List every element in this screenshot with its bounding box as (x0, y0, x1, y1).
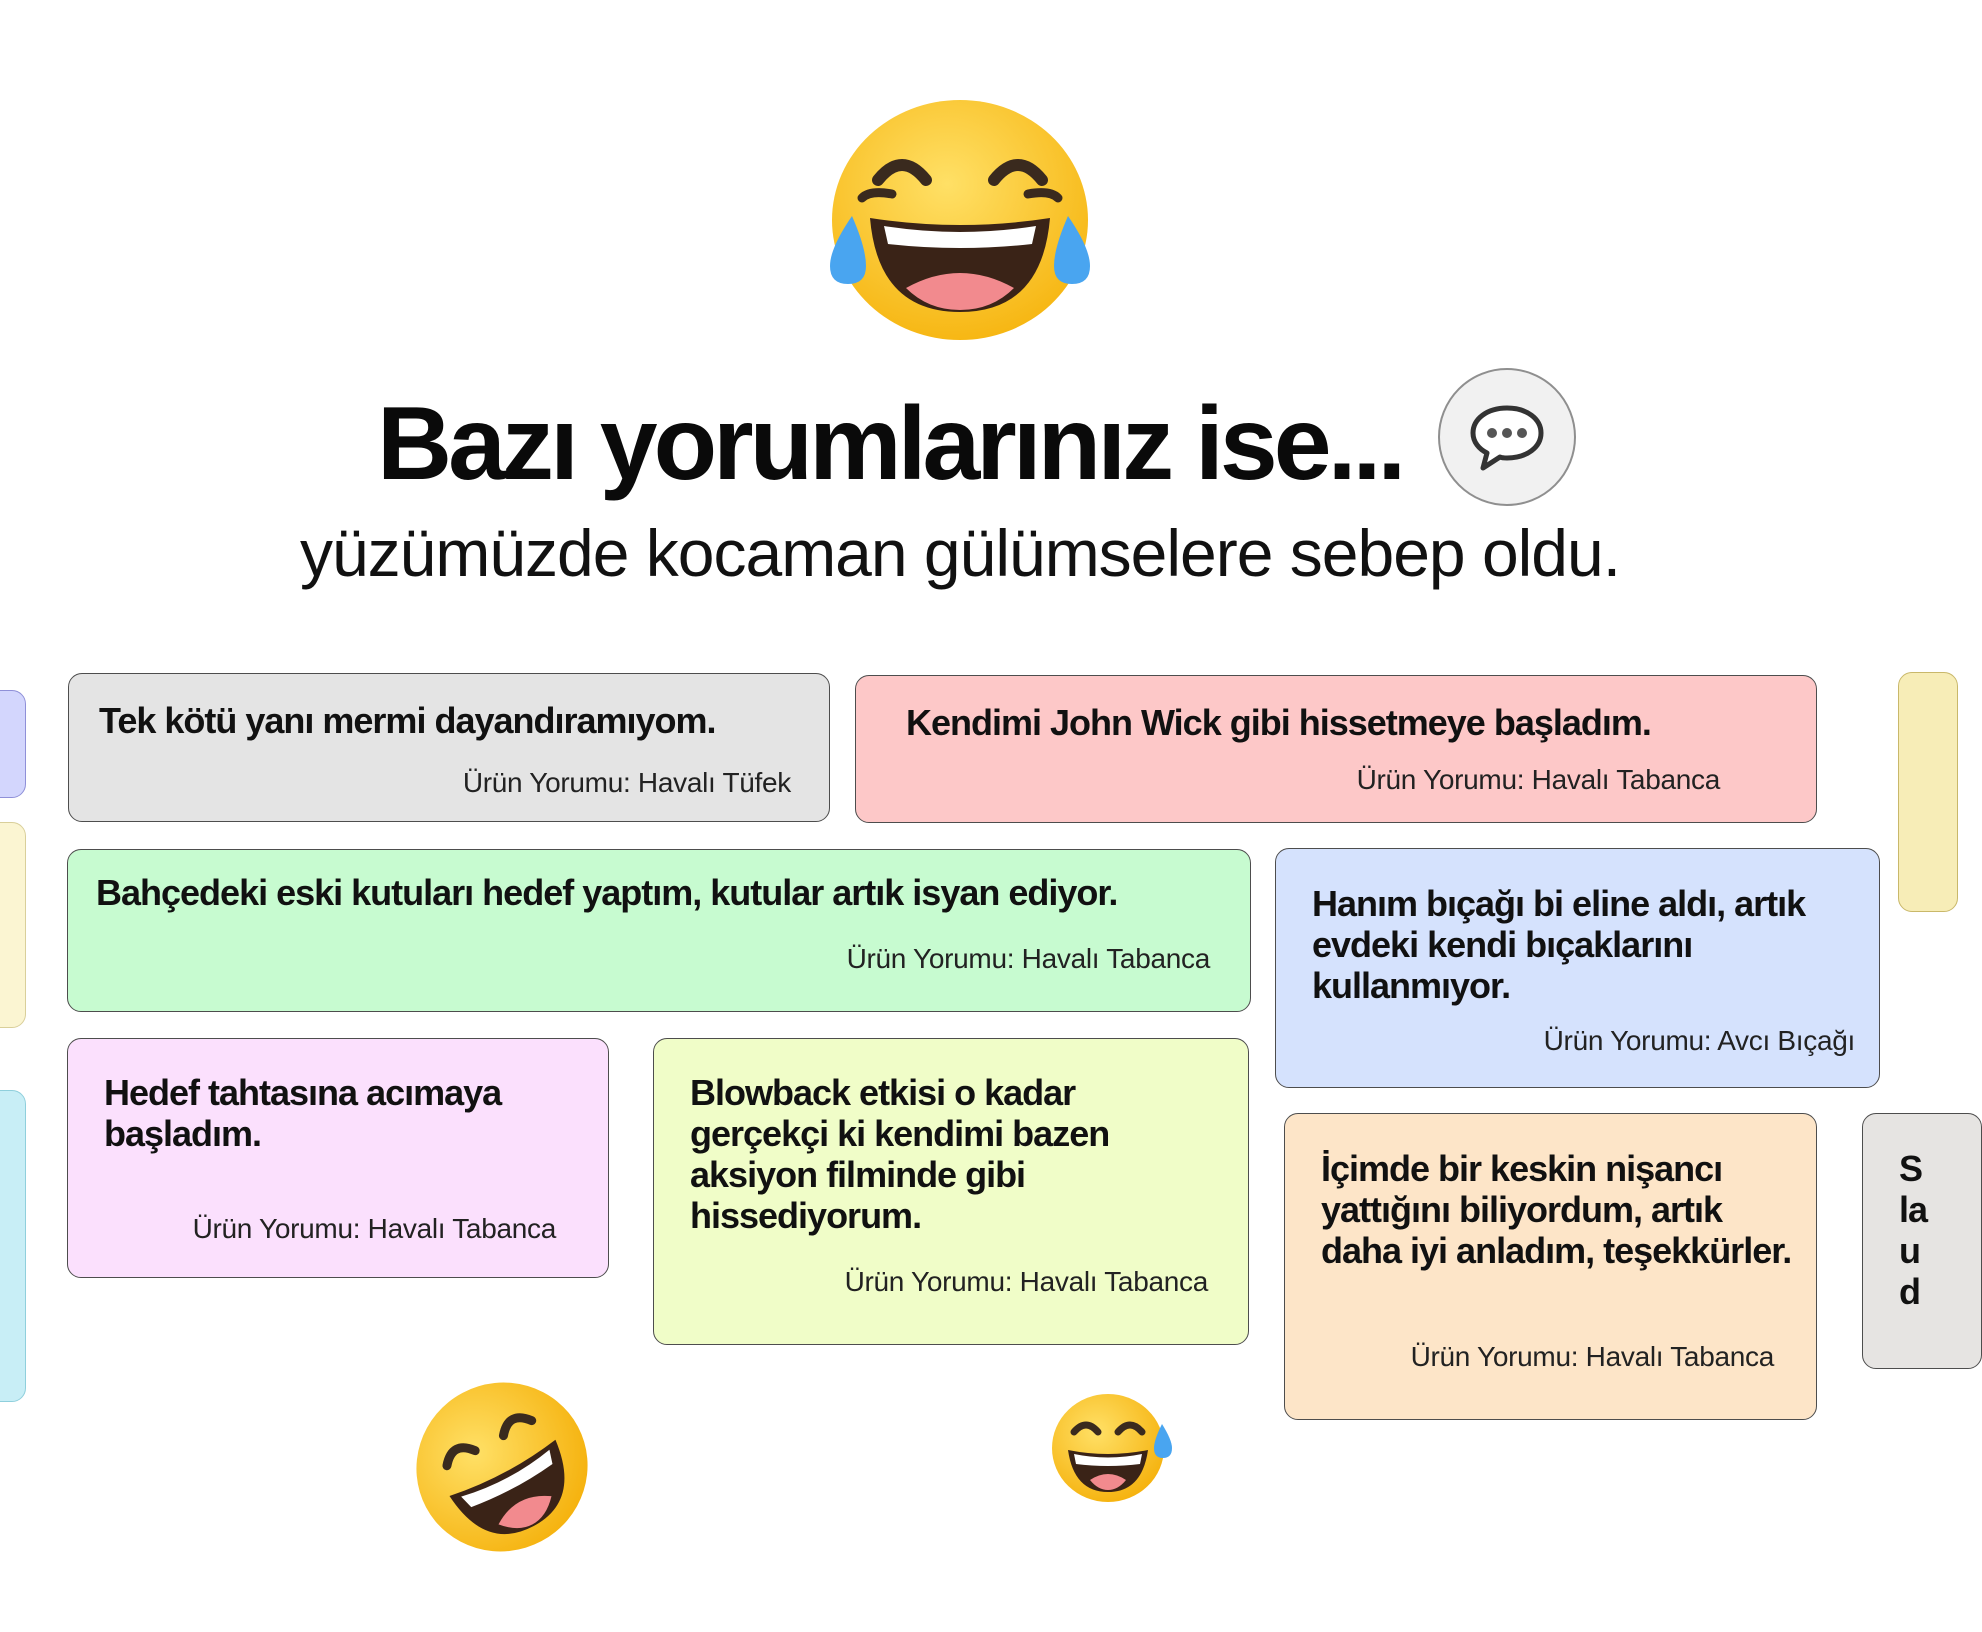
review-source: Ürün Yorumu: Havalı Tabanca (1410, 1341, 1774, 1372)
review-source: Ürün Yorumu: Havalı Tabanca (846, 943, 1210, 974)
tears-of-joy-emoji-icon (822, 98, 1098, 344)
review-text: Hedef tahtasına acımaya başladım. (104, 1072, 502, 1154)
edge-card-left-2 (0, 822, 26, 1028)
review-text: Bahçedeki eski kutuları hedef yaptım, kutular artık isyan ediyor. (96, 872, 1118, 913)
page-title: Bazı yorumlarınız ise... (377, 386, 1403, 502)
edge-card-right-1 (1898, 672, 1958, 912)
review-card (68, 673, 830, 822)
review-source: Ürün Yorumu: Havalı Tabanca (1356, 764, 1720, 795)
edge-card-left-3 (0, 1090, 26, 1402)
review-card (1275, 848, 1880, 1088)
rofl-emoji-icon (410, 1378, 594, 1556)
page-subtitle: yüzümüzde kocaman gülümselere sebep oldu. (299, 516, 1621, 590)
review-source: Ürün Yorumu: Havalı Tüfek (462, 767, 791, 798)
review-text: Tek kötü yanı mermi dayandıramıyom. (99, 700, 716, 741)
review-source: Ürün Yorumu: Havalı Tabanca (844, 1266, 1208, 1297)
speech-bubble-icon (1467, 402, 1547, 472)
grin-sweat-emoji-icon (1050, 1388, 1178, 1504)
review-card (855, 675, 1817, 823)
review-source: Ürün Yorumu: Havalı Tabanca (192, 1213, 556, 1244)
review-card (1284, 1113, 1817, 1420)
review-text: Blowback etkisi o kadar gerçekçi ki kendimi bazen aksiyon filminde gibi hissediyorum. (690, 1072, 1110, 1236)
review-source: Ürün Yorumu: Avcı Bıçağı (1543, 1025, 1855, 1056)
edge-card-left-1 (0, 690, 26, 798)
chat-button[interactable] (1438, 368, 1576, 506)
partial-review-card (1862, 1113, 1982, 1369)
partial-review-text: S la u d (1899, 1148, 1928, 1312)
review-text: Hanım bıçağı bi eline aldı, artık evdeki kendi bıçaklarını kullanmıyor. (1312, 883, 1806, 1006)
review-text: Kendimi John Wick gibi hissetmeye başladım. (906, 702, 1651, 743)
review-text: İçimde bir keskin nişancı yattığını biliyordum, artık daha iyi anladım, teşekkürler. (1321, 1148, 1792, 1271)
review-card (67, 849, 1251, 1012)
review-card (653, 1038, 1249, 1345)
review-card (67, 1038, 609, 1278)
